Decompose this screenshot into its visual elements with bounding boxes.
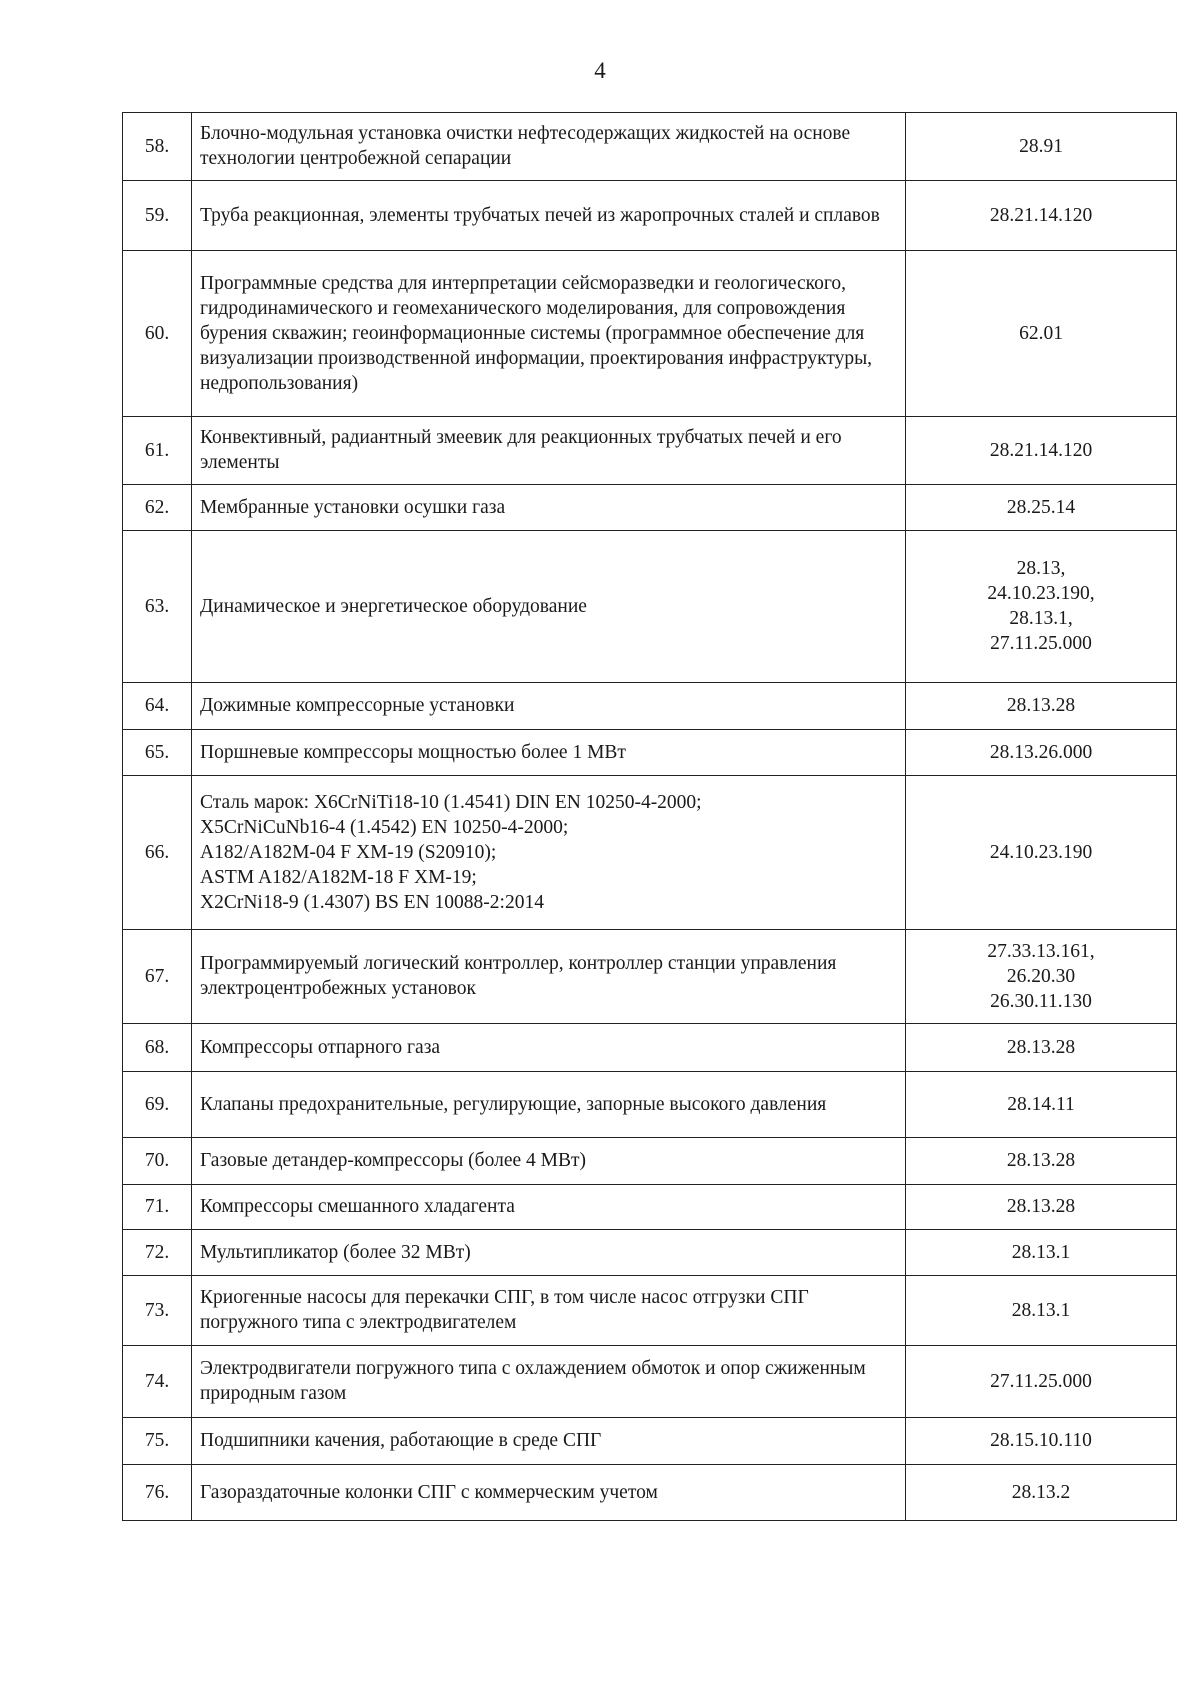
table-row (123, 1346, 1177, 1418)
row-code: 28.25.14 (906, 485, 1177, 531)
row-code: 28.13.28 (906, 1185, 1177, 1230)
row-code: 28.13.2 (906, 1465, 1177, 1521)
row-number: 61. (123, 417, 192, 485)
table-row (123, 113, 1177, 181)
row-number: 60. (123, 251, 192, 417)
row-name: Программируемый логический контроллер, контроллер станции управления электроцентробежных установок (192, 930, 906, 1024)
row-code: 27.33.13.161, 26.20.30 26.30.11.130 (906, 930, 1177, 1024)
table-row (123, 1276, 1177, 1346)
row-number: 69. (123, 1072, 192, 1138)
row-code: 28.91 (906, 113, 1177, 181)
table-row (123, 930, 1177, 1024)
row-name: Дожимные компрессорные установки (192, 683, 906, 730)
row-code: 28.13.1 (906, 1230, 1177, 1276)
table-row (123, 776, 1177, 930)
row-number: 68. (123, 1024, 192, 1072)
row-code: 27.11.25.000 (906, 1346, 1177, 1418)
row-name: Блочно-модульная установка очистки нефтесодержащих жидкостей на основе технологии центробежной сепарации (192, 113, 906, 181)
row-name: Труба реакционная, элементы трубчатых печей из жаропрочных сталей и сплавов (192, 181, 906, 251)
row-number: 58. (123, 113, 192, 181)
row-code: 62.01 (906, 251, 1177, 417)
row-number: 66. (123, 776, 192, 930)
row-name: Динамическое и энергетическое оборудование (192, 531, 906, 683)
row-number: 70. (123, 1138, 192, 1185)
table-row (123, 485, 1177, 531)
row-number: 73. (123, 1276, 192, 1346)
row-number: 65. (123, 730, 192, 776)
table-row (123, 417, 1177, 485)
products-table (122, 112, 1177, 1521)
row-name: Газовые детандер-компрессоры (более 4 МВт) (192, 1138, 906, 1185)
row-name: Клапаны предохранительные, регулирующие, запорные высокого давления (192, 1072, 906, 1138)
row-number: 64. (123, 683, 192, 730)
table-row (123, 730, 1177, 776)
table-row (123, 683, 1177, 730)
table-row (123, 181, 1177, 251)
row-number: 75. (123, 1418, 192, 1465)
table-row (123, 1138, 1177, 1185)
row-code: 28.13.28 (906, 1138, 1177, 1185)
row-code: 28.21.14.120 (906, 181, 1177, 251)
row-code: 28.13, 24.10.23.190, 28.13.1, 27.11.25.000 (906, 531, 1177, 683)
table-row (123, 1418, 1177, 1465)
products-table-body (123, 113, 1177, 1521)
row-name: Мультипликатор (более 32 МВт) (192, 1230, 906, 1276)
table-row (123, 251, 1177, 417)
row-name: Компрессоры отпарного газа (192, 1024, 906, 1072)
row-name: Электродвигатели погружного типа с охлаждением обмоток и опор сжиженным природным газом (192, 1346, 906, 1418)
table-row (123, 1072, 1177, 1138)
row-name: Подшипники качения, работающие в среде СПГ (192, 1418, 906, 1465)
row-name: Газораздаточные колонки СПГ с коммерческим учетом (192, 1465, 906, 1521)
row-code: 28.13.1 (906, 1276, 1177, 1346)
row-name: Криогенные насосы для перекачки СПГ, в том числе насос отгрузки СПГ погружного типа с электродвигателем (192, 1276, 906, 1346)
row-name: Сталь марок: X6CrNiTi18-10 (1.4541) DIN EN 10250-4-2000; X5CrNiCuNb16-4 (1.4542) EN 10250-4-2000; A182/A182M-04 F XM-19 (S20910); ASTM A182/A182M-18 F XM-19; X2CrNi18-9 (1.4307) BS EN 10088-2:2014 (192, 776, 906, 930)
row-number: 63. (123, 531, 192, 683)
row-name: Компрессоры смешанного хладагента (192, 1185, 906, 1230)
row-code: 28.14.11 (906, 1072, 1177, 1138)
row-name: Программные средства для интерпретации сейсморазведки и геологического, гидродинамического и геомеханического моделирования, для сопровождения бурения скважин; геоинформационные системы (программное обеспечение для визуализации производственной информации, проектирования инфраструктуры, недропользования) (192, 251, 906, 417)
row-code: 28.13.28 (906, 1024, 1177, 1072)
page-number: 4 (594, 58, 606, 83)
table-row (123, 1024, 1177, 1072)
table-row (123, 1230, 1177, 1276)
row-code: 28.13.26.000 (906, 730, 1177, 776)
table-row (123, 531, 1177, 683)
row-number: 76. (123, 1465, 192, 1521)
row-code: 28.13.28 (906, 683, 1177, 730)
row-code: 28.15.10.110 (906, 1418, 1177, 1465)
row-name: Поршневые компрессоры мощностью более 1 МВт (192, 730, 906, 776)
row-code: 24.10.23.190 (906, 776, 1177, 930)
row-number: 74. (123, 1346, 192, 1418)
table-row (123, 1465, 1177, 1521)
row-name: Конвективный, радиантный змеевик для реакционных трубчатых печей и его элементы (192, 417, 906, 485)
row-number: 59. (123, 181, 192, 251)
row-number: 62. (123, 485, 192, 531)
row-name: Мембранные установки осушки газа (192, 485, 906, 531)
row-number: 72. (123, 1230, 192, 1276)
table-row (123, 1185, 1177, 1230)
row-number: 67. (123, 930, 192, 1024)
row-number: 71. (123, 1185, 192, 1230)
row-code: 28.21.14.120 (906, 417, 1177, 485)
